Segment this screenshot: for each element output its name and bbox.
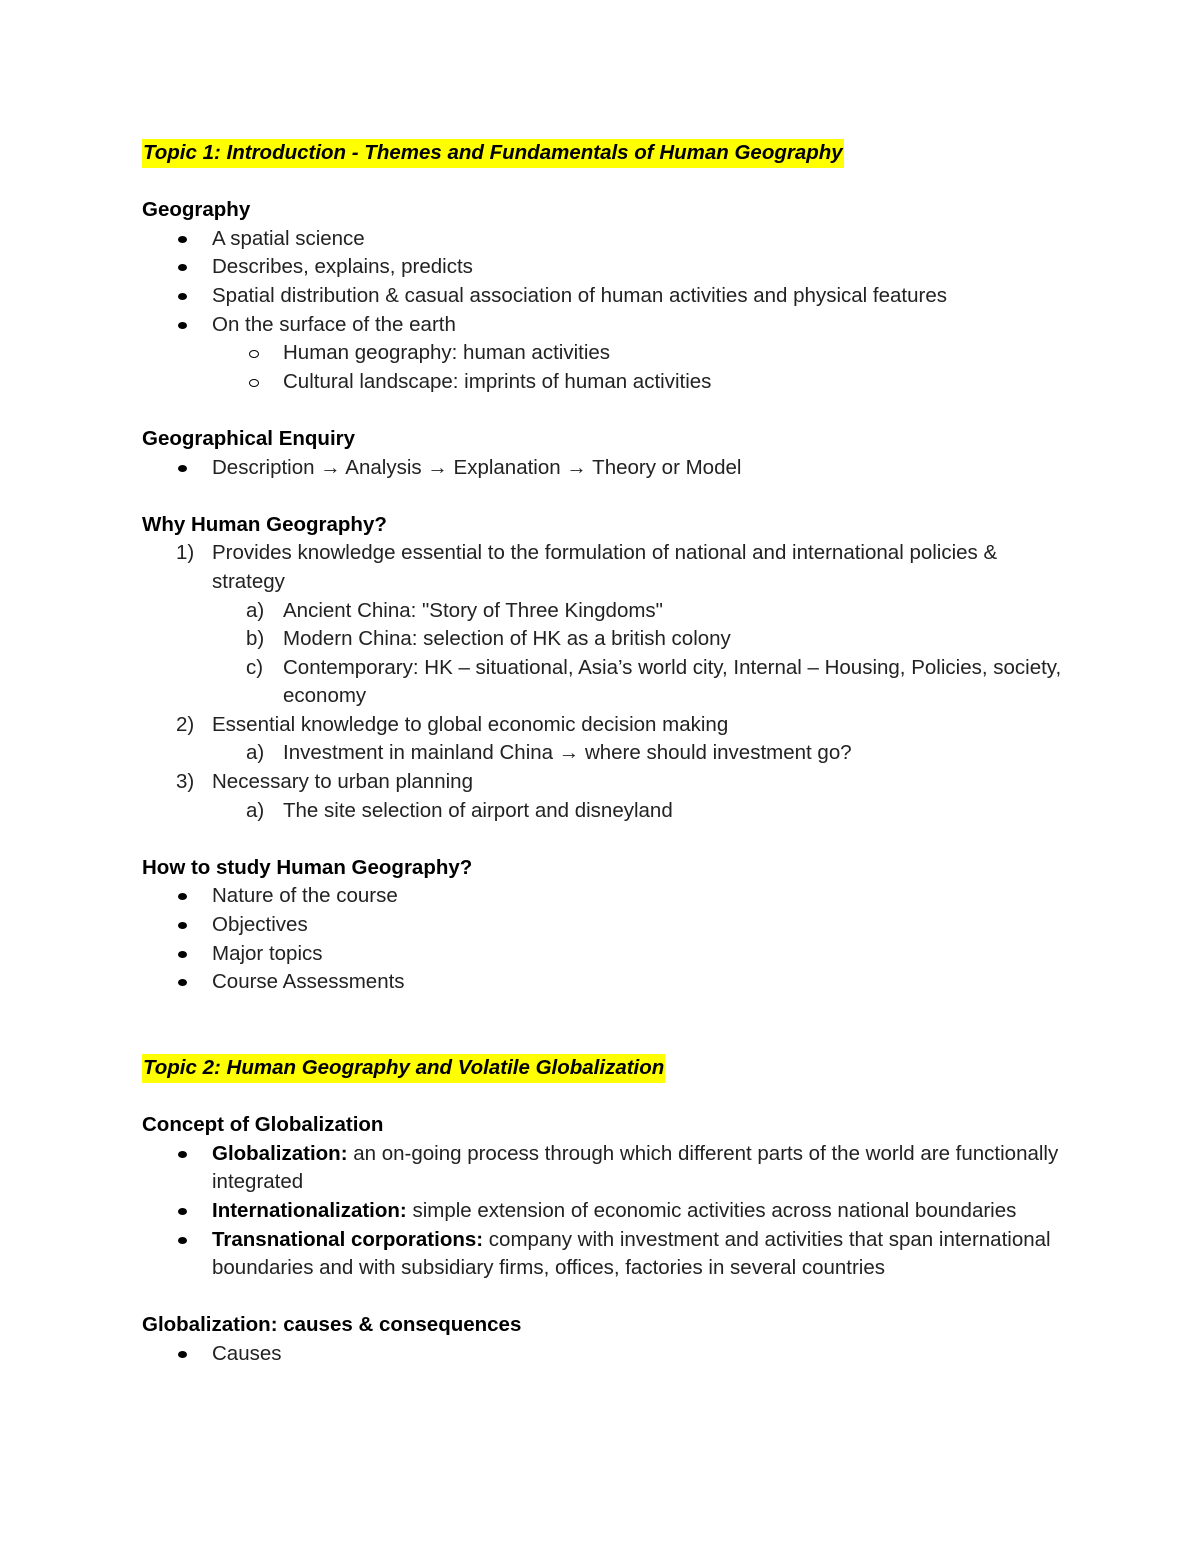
enquiry-list xyxy=(142,454,1072,483)
lettered-item: a) The site selection of airport and disneyland xyxy=(246,798,673,822)
list-item: Major topics xyxy=(142,940,1072,969)
document-page xyxy=(142,139,1072,1369)
list-item: Description → Analysis → Explanation → Theory or Model xyxy=(142,454,1072,483)
topic-1-title-line xyxy=(142,139,1072,168)
bullet-icon xyxy=(178,1208,187,1215)
how-list xyxy=(142,882,1072,996)
sub-list-item: Human geography: human activities xyxy=(142,339,1072,368)
causes-heading: Globalization: causes & consequences xyxy=(142,1313,522,1337)
bullet-icon xyxy=(178,465,187,472)
how-heading: How to study Human Geography? xyxy=(142,855,473,879)
bullet-icon xyxy=(178,322,187,329)
numbered-item: 3) Necessary to urban planning xyxy=(176,770,473,794)
topic-2-title: Topic 2: Human Geography and Volatile Globalization xyxy=(142,1054,665,1083)
bullet-icon xyxy=(178,951,187,958)
bullet-icon xyxy=(178,979,187,986)
geography-list xyxy=(142,225,1072,397)
concept-list xyxy=(142,1140,1072,1283)
sub-list-item: Cultural landscape: imprints of human activities xyxy=(142,368,1072,397)
list-item: Course Assessments xyxy=(142,968,1072,997)
list-item: Internationalization: simple extension of economic activities across national boundaries xyxy=(142,1197,1072,1226)
why-list xyxy=(142,539,1072,825)
concept-heading: Concept of Globalization xyxy=(142,1113,384,1137)
geography-heading: Geography xyxy=(142,198,251,222)
bullet-icon xyxy=(178,1151,187,1158)
causes-list xyxy=(142,1340,1072,1369)
hollow-bullet-icon xyxy=(249,379,259,387)
enquiry-heading: Geographical Enquiry xyxy=(142,426,356,450)
list-item: A spatial science xyxy=(142,225,1072,254)
lettered-item: c) Contemporary: HK – situational, Asia’s world city, Internal – Housing, Policies, society, economy xyxy=(246,655,1062,708)
bullet-icon xyxy=(178,1351,187,1358)
bullet-icon xyxy=(178,922,187,929)
list-item: Causes xyxy=(142,1340,1072,1369)
bullet-icon xyxy=(178,1237,187,1244)
list-item: Globalization: an on-going process through which different parts of the world are functionally integrated xyxy=(142,1140,1072,1197)
topic-2-title-line xyxy=(142,1054,1072,1083)
bullet-icon xyxy=(178,236,187,243)
bullet-icon xyxy=(178,264,187,271)
numbered-item: 1) Provides knowledge essential to the formulation of national and international policies & strategy xyxy=(176,541,998,593)
list-item: Spatial distribution & casual association of human activities and physical features xyxy=(142,282,1072,311)
list-item: Nature of the course xyxy=(142,882,1072,911)
bullet-icon xyxy=(178,893,187,900)
lettered-item: a) Ancient China: "Story of Three Kingdoms" xyxy=(246,598,663,622)
lettered-item: a) Investment in mainland China → where should investment go? xyxy=(246,741,852,765)
list-item: Transnational corporations: company with investment and activities that span international boundaries and with subsidiary firms, offices, factories in several countries xyxy=(142,1226,1072,1283)
topic-1-title: Topic 1: Introduction - Themes and Fundamentals of Human Geography xyxy=(142,139,844,168)
list-item: On the surface of the earth xyxy=(142,311,1072,340)
lettered-item: b) Modern China: selection of HK as a british colony xyxy=(246,627,731,651)
numbered-item: 2) Essential knowledge to global economic decision making xyxy=(176,712,729,736)
list-item: Objectives xyxy=(142,911,1072,940)
list-item: Describes, explains, predicts xyxy=(142,253,1072,282)
bullet-icon xyxy=(178,293,187,300)
why-heading: Why Human Geography? xyxy=(142,512,387,536)
hollow-bullet-icon xyxy=(249,350,259,358)
